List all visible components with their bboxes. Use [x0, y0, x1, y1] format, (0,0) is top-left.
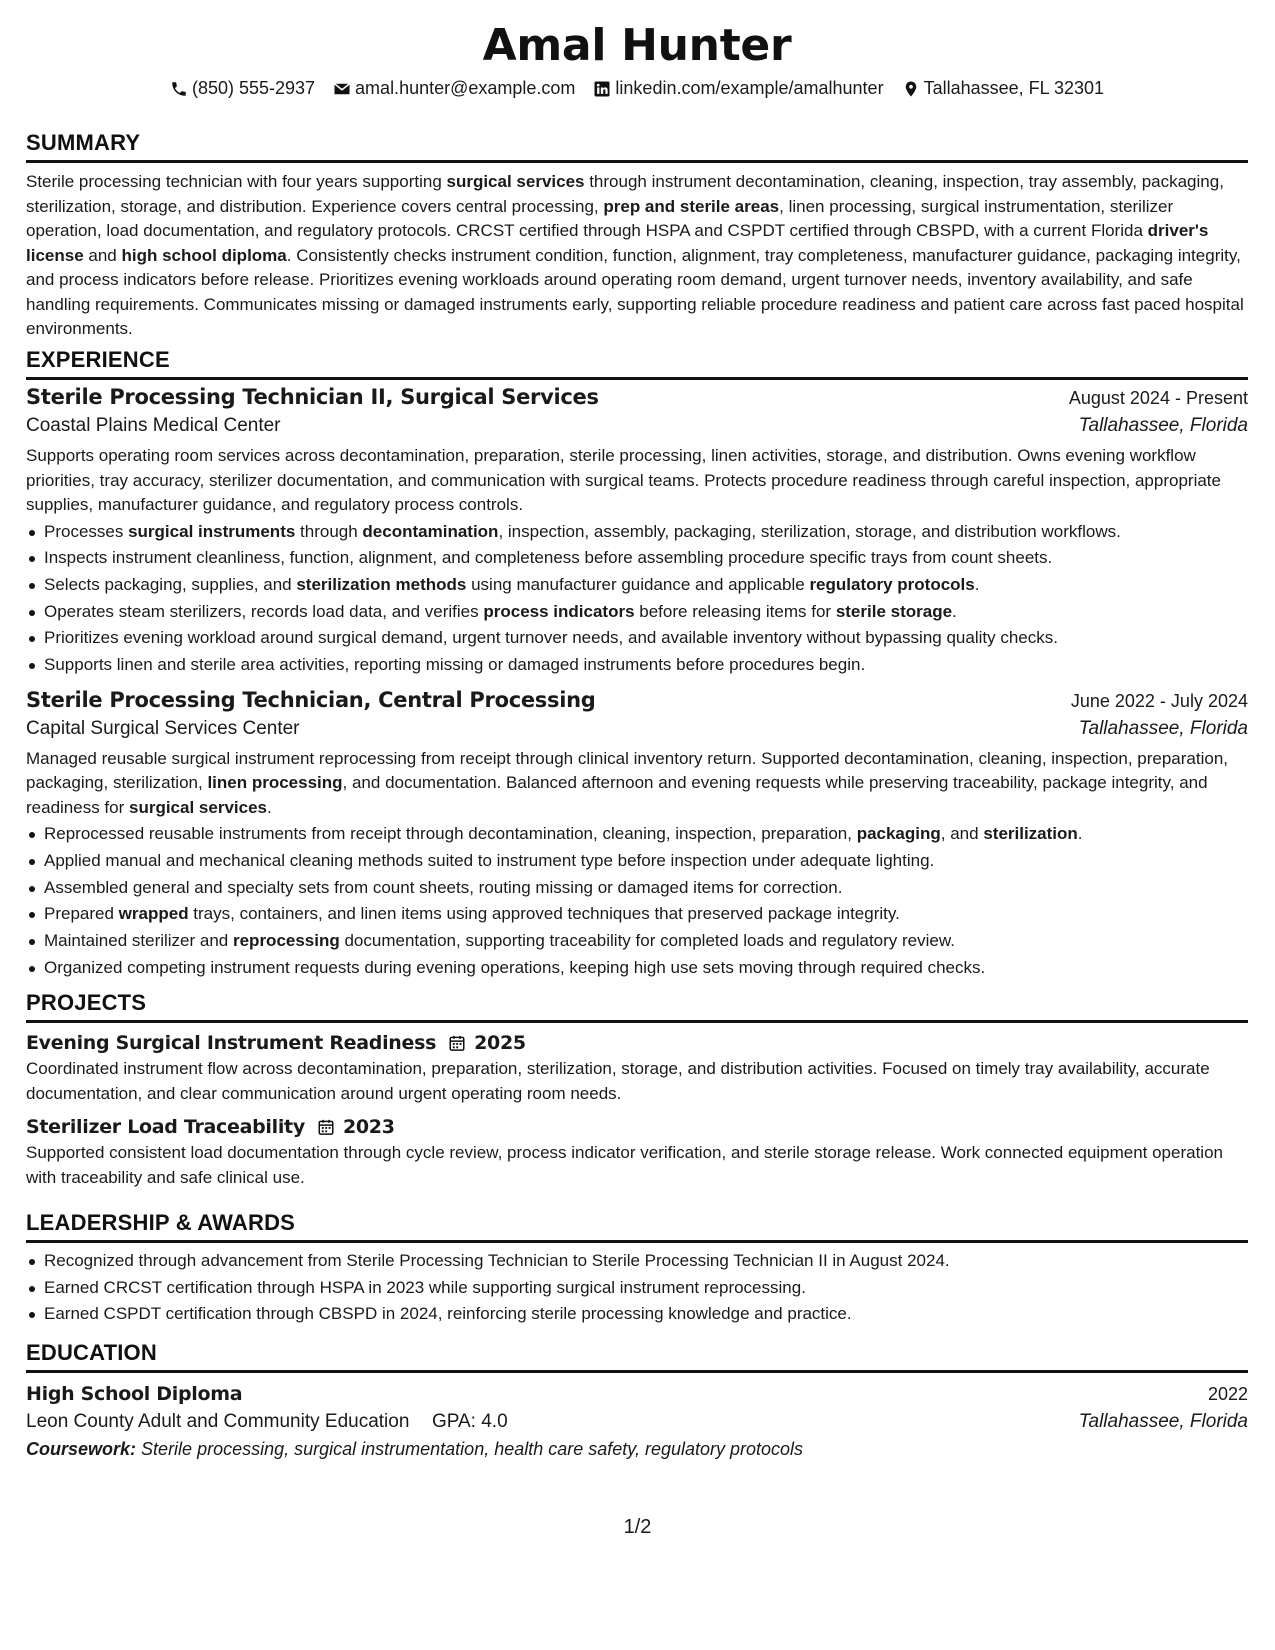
job-dates: June 2022 - July 2024	[1070, 690, 1248, 711]
graduation-year: 2022	[1207, 1384, 1248, 1404]
contact-line	[26, 78, 1248, 99]
calendar-icon	[317, 1118, 335, 1136]
summary-text: Sterile processing technician with four years supporting surgical services through instrument decontamination, cleaning, inspection, tray assembly, packaging, sterilization, storage, and distribution. Experience covers central processing, prep and sterile areas, linen processing, surgical instrumentation, sterilizer operation, load documentation, and regulatory protocols. CRCST certified through HSPA and CSPDT certified through CBSPD, with a current Florida driver's license and high school diploma. Consistently checks instrument condition, function, alignment, tray completeness, manufacturer guidance, packaging integrity, and process indicators before release. Prioritizes evening workloads around operating room demand, urgent turnover needs, inventory availability, and safe handling requirements. Communicates missing or damaged instruments early, supporting reliable procedure readiness and patient care across fast paced hospital environments.	[26, 172, 1244, 338]
experience-section	[26, 347, 1248, 981]
job-entry	[26, 385, 1248, 679]
job-summary: Supports operating room services across decontamination, preparation, sterile processing, linen activities, storage, and distribution. Owns evening workflow priorities, tray accuracy, sterilizer documentation, and communication with surgical teams. Protects procedure readiness through careful inspection, appropriate supplies, manufacturer guidance, and regulatory process controls.	[26, 446, 1221, 514]
list-item: Prioritizes evening workload around surgical demand, urgent turnover needs, and available inventory without bypassing quality checks.	[44, 625, 1248, 652]
section-title-projects: PROJECTS	[26, 990, 1248, 1023]
section-title-education: EDUCATION	[26, 1340, 1248, 1373]
list-item: Organized competing instrument requests during evening operations, keeping high use sets moving through required checks.	[44, 955, 1248, 982]
list-item: Inspects instrument cleanliness, function, alignment, and completeness before assembling procedure specific trays from count sheets.	[44, 545, 1248, 572]
degree-title: High School Diploma	[26, 1383, 243, 1405]
section-title-experience: EXPERIENCE	[26, 347, 1248, 380]
job-location: Tallahassee, Florida	[1078, 717, 1248, 739]
list-item: Operates steam sterilizers, records load data, and verifies process indicators before releasing items for sterile storage.	[44, 599, 1248, 626]
section-title-summary: SUMMARY	[26, 130, 1248, 163]
list-item: Selects packaging, supplies, and sterilization methods using manufacturer guidance and applicable regulatory protocols.	[44, 572, 1248, 599]
job-organization: Coastal Plains Medical Center	[26, 415, 281, 436]
coursework-label: Coursework:	[26, 1439, 137, 1459]
calendar-icon	[448, 1034, 466, 1052]
job-title: Sterile Processing Technician, Central Processing	[26, 687, 596, 712]
page-number: 1/2	[623, 1516, 652, 1538]
list-item: Earned CRCST certification through HSPA in 2023 while supporting surgical instrument reprocessing.	[44, 1275, 1248, 1302]
projects-section	[26, 990, 1248, 1190]
gpa: GPA: 4.0	[431, 1411, 508, 1432]
contact-linkedin[interactable]	[593, 78, 883, 99]
list-item: Maintained sterilizer and reprocessing documentation, supporting traceability for completed loads and regulatory review.	[44, 928, 1248, 955]
section-title-leadership: LEADERSHIP & AWARDS	[26, 1210, 1248, 1243]
coursework	[26, 1439, 1248, 1460]
email-link[interactable]: amal.hunter@example.com	[355, 78, 576, 98]
job-organization: Capital Surgical Services Center	[26, 717, 300, 739]
leadership-bullets	[26, 1248, 1248, 1328]
list-item: Assembled general and specialty sets from count sheets, routing missing or damaged items for correction.	[44, 875, 1248, 902]
contact-phone	[170, 78, 315, 99]
contact-location	[902, 78, 1104, 99]
project-year: 2025	[474, 1032, 526, 1054]
project-title: Evening Surgical Instrument Readiness	[26, 1032, 437, 1054]
contact-email[interactable]	[333, 78, 575, 99]
project-year: 2023	[342, 1116, 395, 1138]
project-title: Sterilizer Load Traceability	[26, 1116, 305, 1138]
education-section	[26, 1340, 1248, 1460]
list-item: Prepared wrapped trays, containers, and linen items using approved techniques that preserved package integrity.	[44, 901, 1248, 928]
coursework-text: Sterile processing, surgical instrumentation, health care safety, regulatory protocols	[141, 1439, 804, 1459]
envelope-icon	[333, 80, 351, 98]
list-item: Reprocessed reusable instruments from receipt through decontamination, cleaning, inspection, preparation, packaging, and sterilization.	[44, 821, 1248, 848]
linkedin-icon	[593, 80, 611, 98]
map-pin-icon	[902, 80, 920, 98]
summary-section	[26, 130, 1248, 342]
school-name: Leon County Adult and Community Education	[26, 1411, 410, 1432]
phone-text: (850) 555-2937	[191, 78, 316, 98]
leadership-section	[26, 1210, 1248, 1328]
list-item: Supports linen and sterile area activities, reporting missing or damaged instruments before procedures begin.	[44, 652, 1248, 679]
project-description: Supported consistent load documentation through cycle review, process indicator verification, and sterile storage release. Work connected equipment operation with traceability and safe clinical use.	[26, 1143, 1223, 1187]
list-item: Applied manual and mechanical cleaning methods suited to instrument type before inspection under adequate lighting.	[44, 848, 1248, 875]
job-entry	[26, 688, 1248, 982]
project-entry	[26, 1032, 1248, 1106]
job-title: Sterile Processing Technician II, Surgical Services	[26, 385, 599, 409]
job-dates: August 2024 - Present	[1068, 388, 1248, 408]
phone-icon	[170, 80, 188, 98]
project-description: Coordinated instrument flow across decontamination, preparation, sterilization, storage, and distribution activities. Focused on timely tray availability, accurate documentation, and clear communication around urgent operating room needs.	[26, 1059, 1210, 1103]
linkedin-link[interactable]: linkedin.com/example/amalhunter	[615, 78, 884, 98]
list-item: Earned CSPDT certification through CBSPD in 2024, reinforcing sterile processing knowledge and practice.	[44, 1301, 1248, 1328]
list-item: Recognized through advancement from Sterile Processing Technician to Sterile Processing Technician II in August 2024.	[44, 1248, 1248, 1275]
school-location: Tallahassee, Florida	[1078, 1411, 1248, 1432]
job-location: Tallahassee, Florida	[1078, 415, 1248, 436]
job-summary: Managed reusable surgical instrument reprocessing from receipt through clinical inventory return. Supported decontamination, cleaning, inspection, preparation, packaging, sterilization, linen processing, and documentation. Balanced afternoon and evening requests while preserving traceability, package integrity, and readiness for surgical services.	[26, 748, 1229, 817]
job-bullets	[26, 519, 1248, 679]
project-entry	[26, 1116, 1248, 1190]
job-bullets	[26, 821, 1248, 981]
candidate-name: Amal Hunter	[482, 20, 792, 71]
list-item: Processes surgical instruments through decontamination, inspection, assembly, packaging, sterilization, storage, and distribution workflows.	[44, 519, 1248, 546]
location-text: Tallahassee, FL 32301	[923, 78, 1105, 98]
